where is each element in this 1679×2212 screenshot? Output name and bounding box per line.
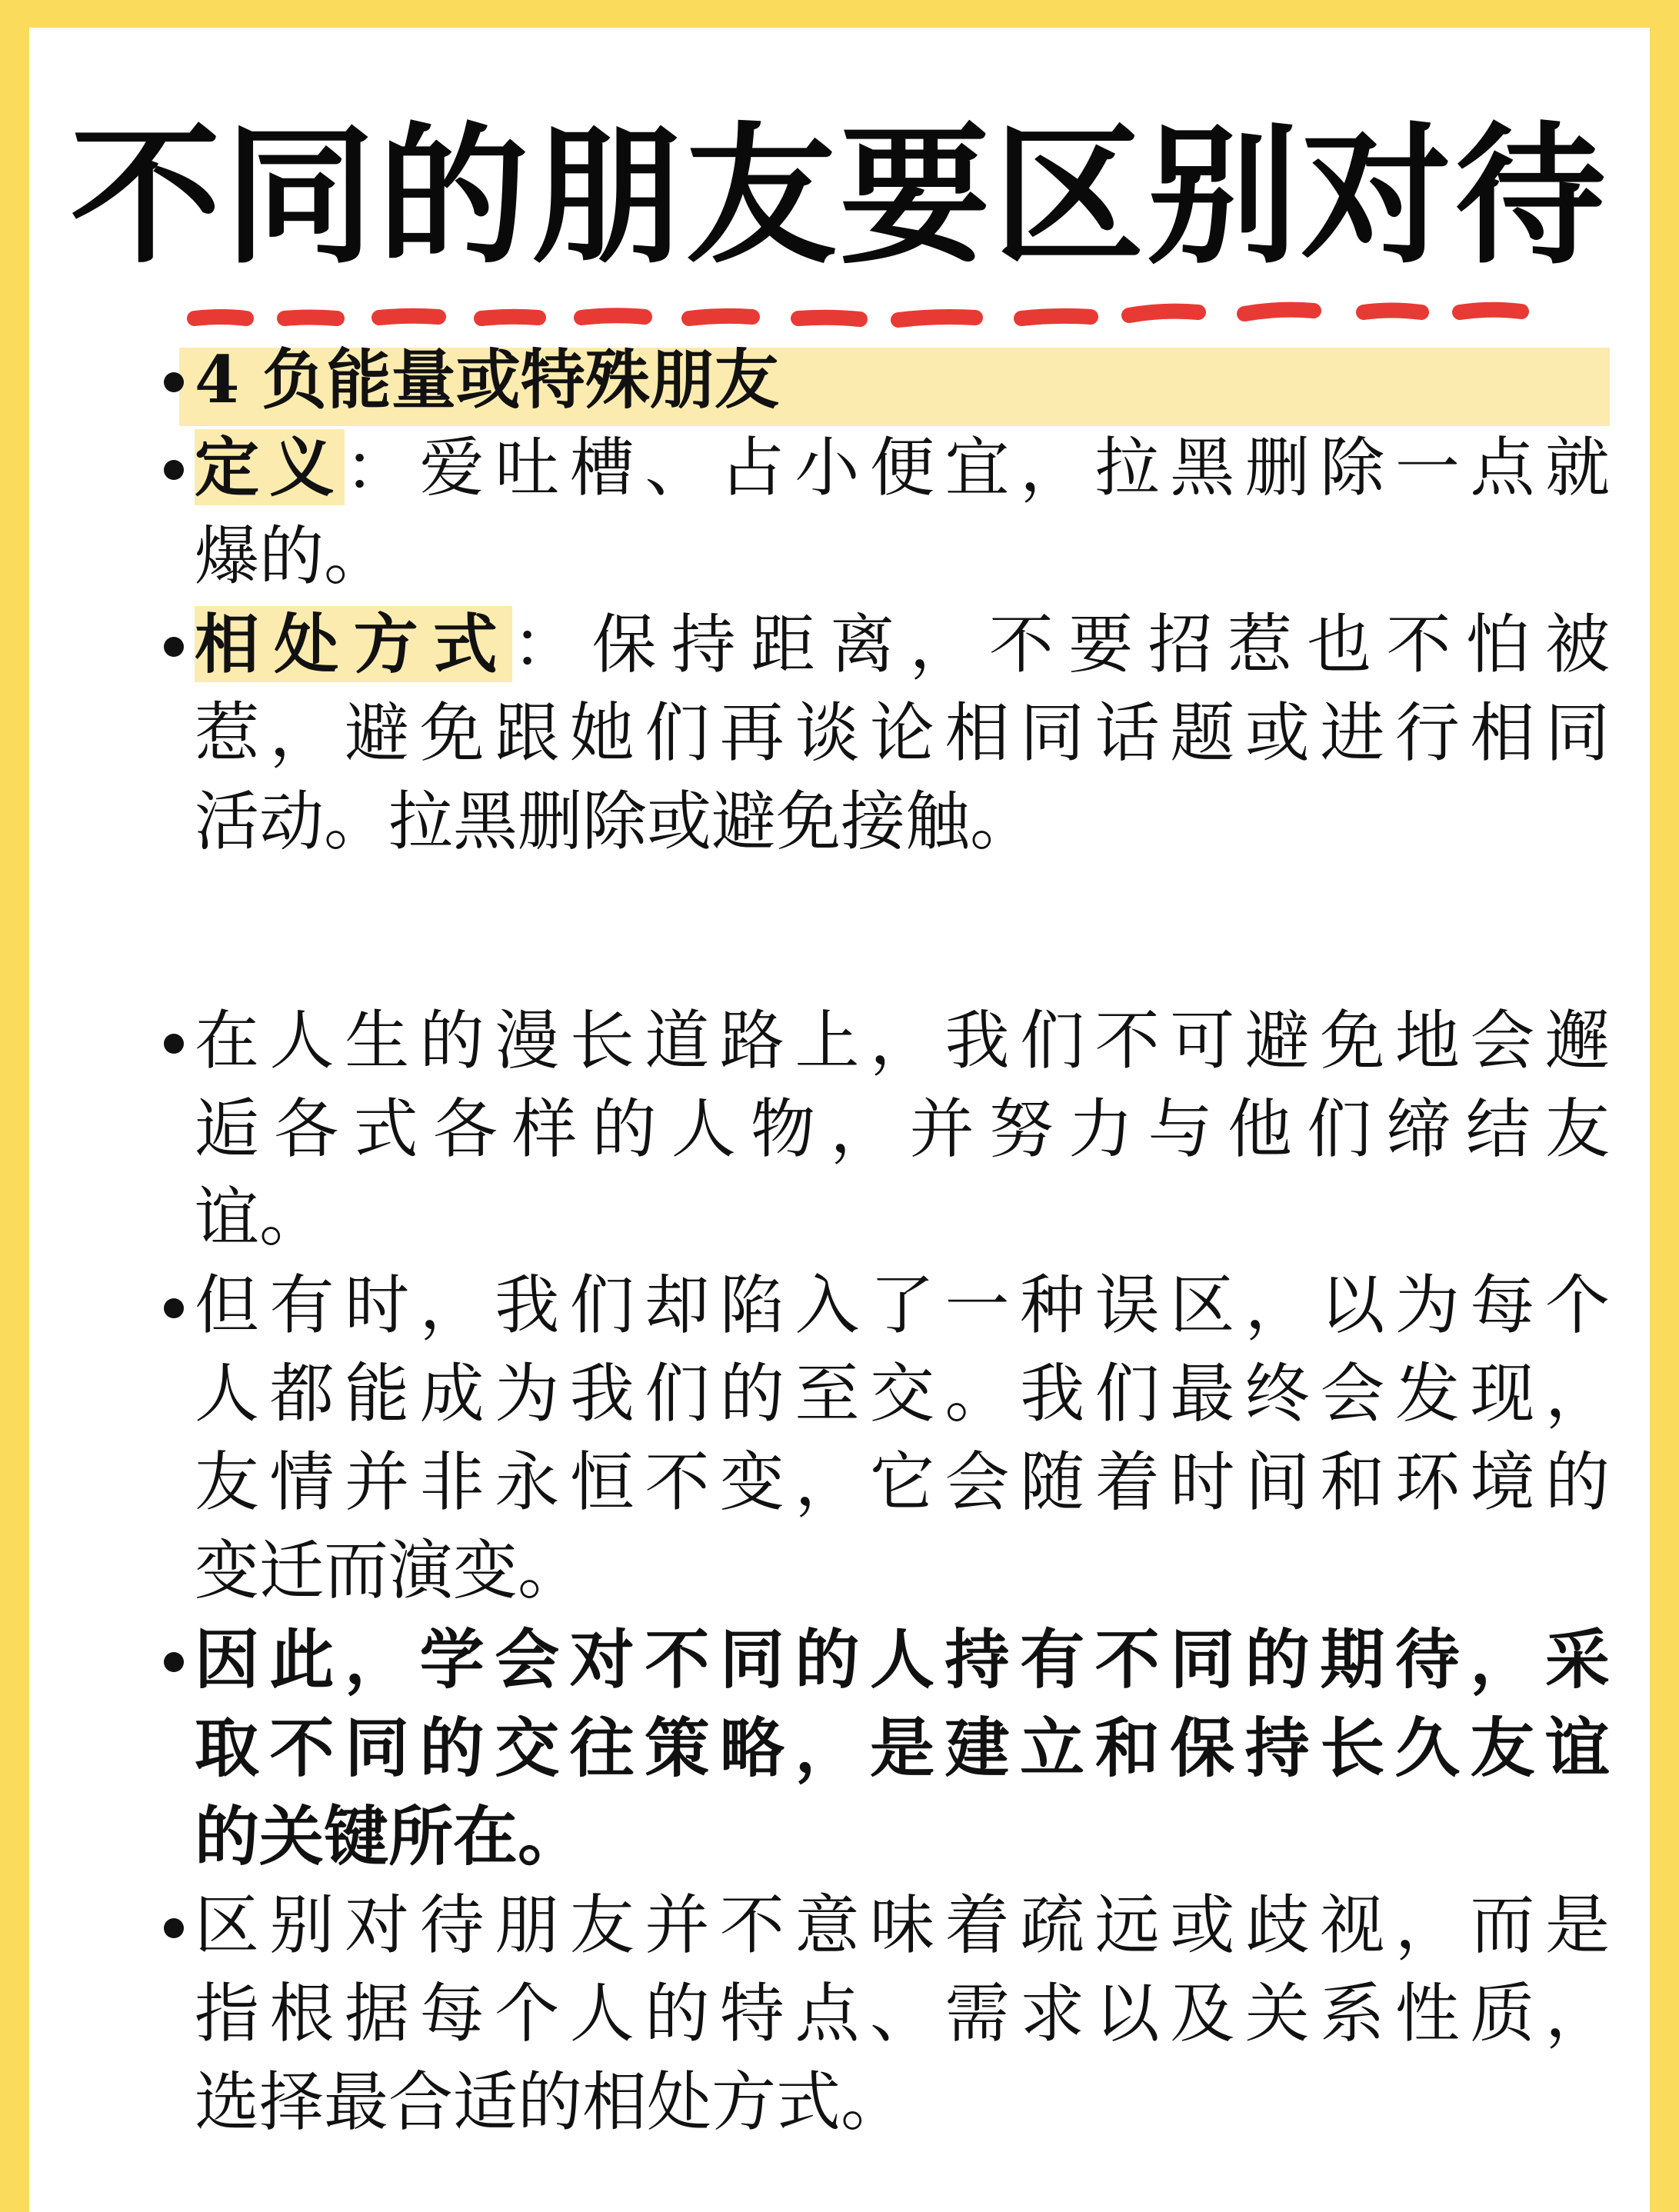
dash-13	[1460, 310, 1521, 312]
method-label: 相处方式	[195, 606, 513, 682]
method-line-1	[195, 600, 1610, 689]
page-title: 不同的朋友要区别对待	[70, 109, 1609, 285]
paragraph-line: 在人生的漫长道路上，我们不可避免地会邂	[195, 1003, 1610, 1078]
paragraph-line: 指根据每个人的特点、需求以及关系性质，	[195, 1976, 1610, 2051]
paragraph-line: 逅各式各样的人物，并努力与他们缔结友	[195, 1091, 1610, 1167]
method-line-3: 活动。拉黑删除或避免接触。	[195, 784, 1035, 859]
paragraph-line: 因此，学会对不同的人持有不同的期待，采	[195, 1621, 1610, 1697]
paragraph-line: 变迁而演变。	[195, 1533, 583, 1608]
paragraph-line: 取不同的交往策略，是建立和保持长久友谊	[195, 1710, 1610, 1786]
list-item-paragraph-4	[195, 1881, 1610, 2147]
dash-10	[1129, 311, 1198, 315]
bullet	[164, 1652, 184, 1672]
dash-4	[481, 317, 538, 318]
paragraph-line: 区别对待朋友并不意味着疏远或歧视，而是	[195, 1887, 1610, 1963]
dash-8	[898, 317, 975, 320]
paragraph-line: 选择最合适的相处方式。	[195, 2064, 906, 2140]
dash-12	[1364, 311, 1421, 313]
dash-6	[689, 316, 752, 318]
definition-label: 定义	[195, 429, 345, 505]
list-item-paragraph-1	[195, 997, 1610, 1262]
list-item-paragraph-2	[195, 1261, 1610, 1615]
bullet	[164, 372, 184, 392]
method-line-2: 惹，避免跟她们再谈论相同话题或进行相同	[195, 695, 1610, 771]
list-item-method	[195, 600, 1610, 866]
dash-1	[195, 317, 246, 318]
dash-11	[1244, 310, 1314, 314]
dash-3	[379, 316, 438, 318]
list-item-heading	[195, 335, 1610, 424]
list-item-definition	[195, 423, 1610, 601]
section-heading: 4 负能量或特殊朋友	[195, 341, 779, 418]
paragraph-line: 人都能成为我们的至交。我们最终会发现，	[195, 1356, 1610, 1431]
definition-text: ：爱吐槽、占小便宜，拉黑删除一点就	[345, 430, 1610, 505]
definition-line-2: 爆的。	[195, 518, 389, 594]
bullet	[164, 1918, 184, 1938]
bullet	[164, 637, 184, 657]
paragraph-line: 的关键所在。	[195, 1798, 583, 1874]
bullet	[164, 1034, 184, 1054]
definition-line-1	[195, 423, 1610, 512]
bullet	[164, 460, 184, 480]
content-card	[29, 28, 1650, 2212]
list-item-paragraph-3	[195, 1615, 1610, 1881]
dash-7	[798, 318, 860, 319]
paragraph-line: 谊。	[195, 1180, 325, 1255]
paragraph-line: 友情并非永恒不变，它会随着时间和环境的	[195, 1444, 1610, 1520]
paragraph-line: 但有时，我们却陷入了一种误区，以为每个	[195, 1268, 1610, 1343]
dash-2	[285, 318, 337, 319]
method-text: ：保持距离，不要招惹也不怕被	[512, 607, 1610, 682]
bullet	[164, 1298, 184, 1318]
dash-9	[1021, 316, 1091, 318]
dash-5	[581, 315, 645, 318]
